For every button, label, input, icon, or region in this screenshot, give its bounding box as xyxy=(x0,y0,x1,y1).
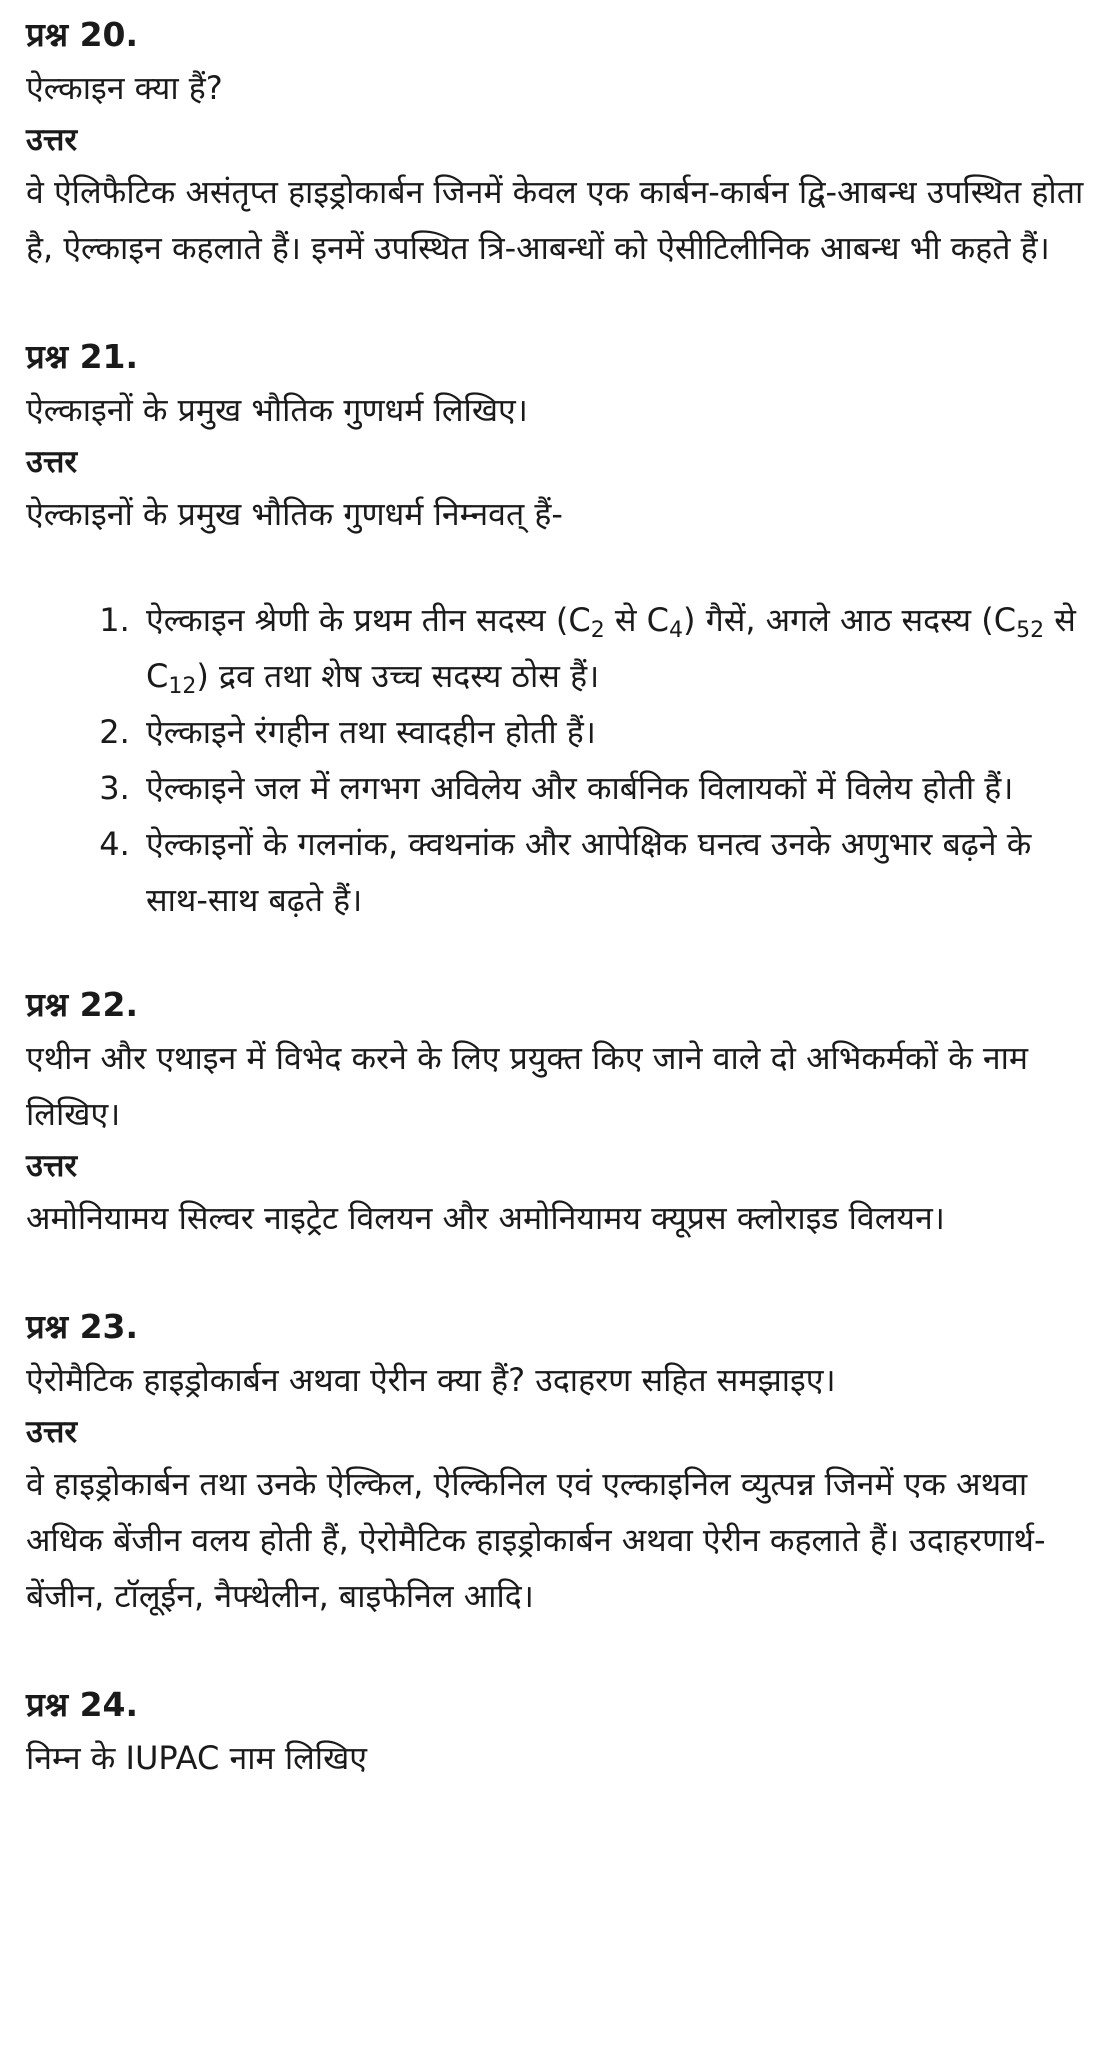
question-22 xyxy=(26,980,1085,1246)
question-22-answer-label: उत्तर xyxy=(26,1148,78,1184)
question-22-answer: अमोनियामय सिल्वर नाइट्रेट विलयन और अमोनियामय क्यूप्रस क्लोराइड विलयन। xyxy=(26,1199,945,1237)
list-item: 4. ऐल्काइनों के गलनांक, क्वथनांक और आपेक्षिक घनत्व उनके अणुभार बढ़ने के साथ-साथ बढ़ते हैं। xyxy=(140,816,1085,928)
subscript: 2 xyxy=(590,618,605,643)
question-20-answer-label: उत्तर xyxy=(26,122,78,158)
spacer xyxy=(26,928,1085,980)
question-21-answer: ऐल्काइनों के प्रमुख भौतिक गुणधर्म निम्नवत् हैं- xyxy=(26,495,563,533)
question-24-heading: प्रश्न 24. xyxy=(26,1685,139,1724)
question-24 xyxy=(26,1680,1085,1786)
question-20-text: ऐल्काइन क्या हैं? xyxy=(26,69,223,107)
list-item: 3. ऐल्काइने जल में लगभग अविलेय और कार्बनिक विलायकों में विलेय होती हैं। xyxy=(140,760,1085,816)
question-22-text: एथीन और एथाइन में विभेद करने के लिए प्रयुक्त किए जाने वाले दो अभिकर्मकों के नाम लिखिए। xyxy=(26,1039,1029,1133)
spacer xyxy=(26,542,1085,592)
list-item-text: ऐल्काइन श्रेणी के प्रथम तीन सदस्य (C xyxy=(146,601,591,639)
question-21-answer-label: उत्तर xyxy=(26,444,78,480)
list-item-text: से C xyxy=(146,601,1076,695)
spacer xyxy=(26,1246,1085,1302)
question-22-heading: प्रश्न 22. xyxy=(26,985,139,1024)
question-21 xyxy=(26,332,1085,928)
question-23-answer: वे हाइड्रोकार्बन तथा उनके ऐल्किल, ऐल्किनिल एवं एल्काइनिल व्युत्पन्न जिनमें एक अथवा अधिक बेंजीन वलय होती हैं, ऐरोमैटिक हाइड्रोकार्बन अथवा ऐरीन कहलाते हैं। उदाहरणार्थ-बेंजीन, टॉलूईन, नैफ्थेलीन, बाइफेनिल आदि। xyxy=(26,1465,1046,1615)
question-23-heading: प्रश्न 23. xyxy=(26,1307,139,1346)
list-item-text: ) द्रव तथा शेष उच्च सदस्य ठोस हैं। xyxy=(196,657,600,695)
question-20-heading: प्रश्न 20. xyxy=(26,15,139,54)
property-list xyxy=(26,592,1085,928)
question-20-answer: वे ऐलिफैटिक असंतृप्त हाइड्रोकार्बन जिनमें केवल एक कार्बन-कार्बन द्वि-आबन्ध उपस्थित होता है, ऐल्काइन कहलाते हैं। इनमें उपस्थित त्रि-आबन्धों को ऐसीटिलीनिक आबन्ध भी कहते हैं। xyxy=(26,173,1084,267)
subscript: 52 xyxy=(1016,618,1045,643)
spacer xyxy=(26,276,1085,332)
question-21-text: ऐल्काइनों के प्रमुख भौतिक गुणधर्म लिखिए। xyxy=(26,391,528,429)
subscript: 12 xyxy=(168,674,197,699)
spacer xyxy=(26,1624,1085,1680)
subscript: 4 xyxy=(669,618,684,643)
question-23-text: ऐरोमैटिक हाइड्रोकार्बन अथवा ऐरीन क्या हैं? उदाहरण सहित समझाइए। xyxy=(26,1361,836,1399)
list-item: 2. ऐल्काइने रंगहीन तथा स्वादहीन होती हैं। xyxy=(140,704,1085,760)
question-20 xyxy=(26,10,1085,276)
question-23-answer-label: उत्तर xyxy=(26,1414,78,1450)
list-item-text: से C xyxy=(604,601,670,639)
question-21-heading: प्रश्न 21. xyxy=(26,337,139,376)
question-23 xyxy=(26,1302,1085,1624)
question-24-text: निम्न के IUPAC नाम लिखिए xyxy=(26,1739,367,1777)
list-item xyxy=(140,592,1085,704)
list-item-text: ) गैसें, अगले आठ सदस्य (C xyxy=(683,601,1017,639)
